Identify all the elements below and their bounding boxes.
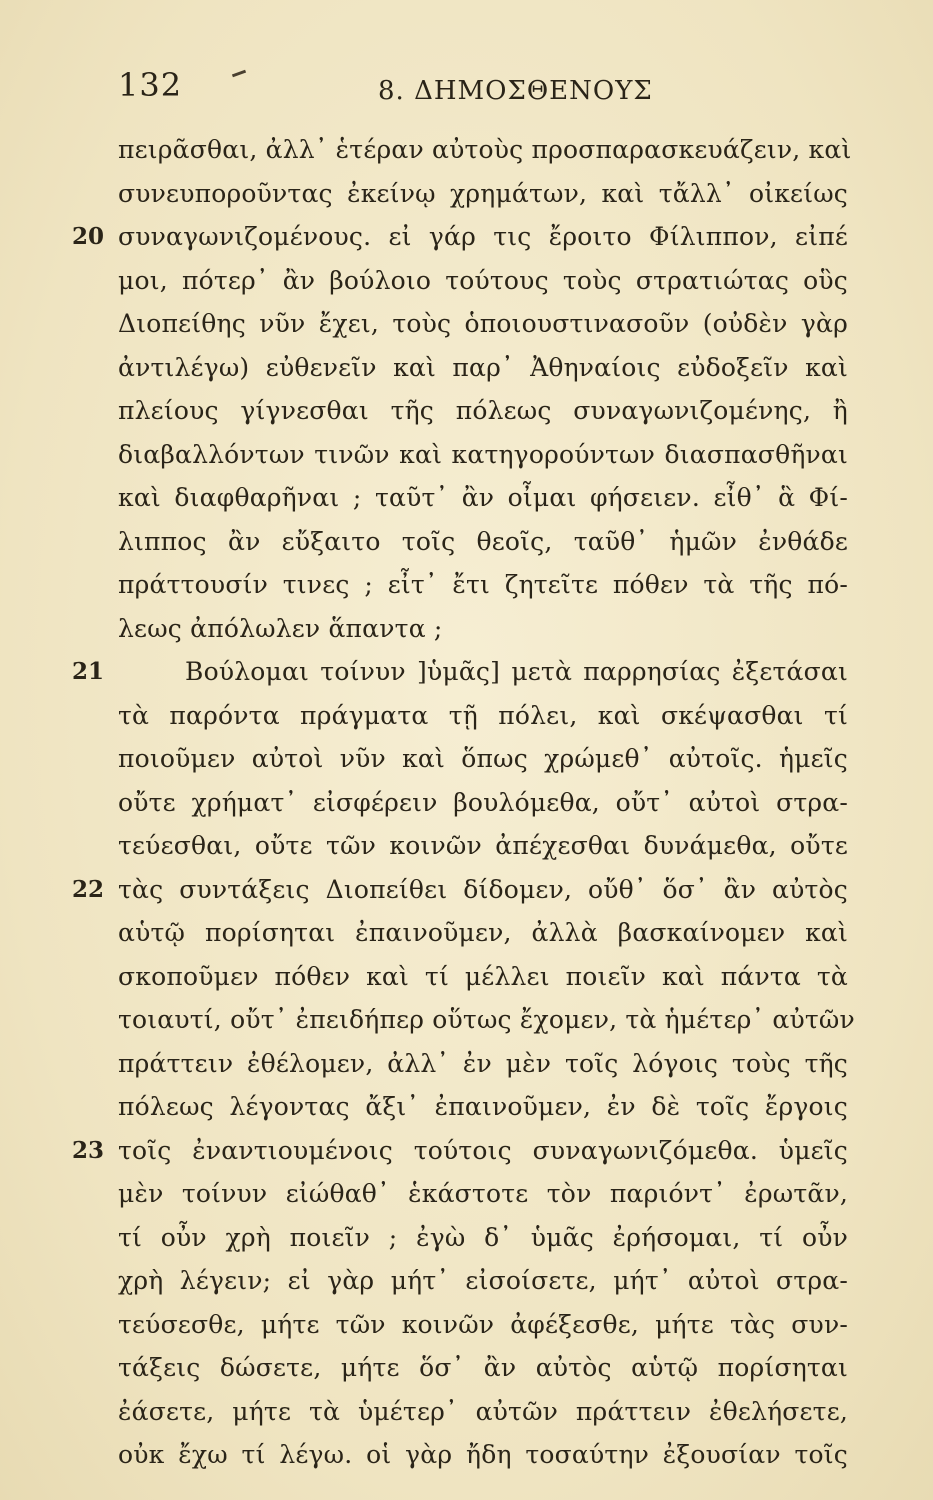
text-line — [0, 868, 933, 912]
text-line — [0, 346, 933, 390]
text-line — [0, 1433, 933, 1477]
body-text — [0, 128, 933, 1477]
header-mark — [232, 70, 246, 78]
line-text: ἐάσετε, μήτε τὰ ὑμέτερ᾽ αὐτῶν πράττειν ἐθελήσετε, — [118, 1396, 848, 1426]
line-text: τοιαυτί, οὔτ᾽ ἐπειδήπερ οὕτως ἔχομεν, τὰ ἡμέτερ᾽ αὐτῶν — [118, 1005, 855, 1034]
line-text: πράττουσίν τινες ; εἶτ᾽ ἔτι ζητεῖτε πόθεν τὰ τῆς πό- — [118, 570, 848, 599]
line-text: λιππος ἂν εὔξαιτο τοῖς θεοῖς, ταῦθ᾽ ἡμῶν ἐνθάδε — [118, 526, 848, 556]
page-header — [0, 62, 933, 112]
text-line — [0, 781, 933, 825]
line-text: οὔτε χρήματ᾽ εἰσφέρειν βουλόμεθα, οὔτ᾽ αὐτοὶ στρα- — [118, 787, 848, 817]
line-text: καὶ διαφθαρῆναι ; ταῦτ᾽ ἂν οἶμαι φήσειεν. εἶθ᾽ ἃ Φί- — [118, 483, 848, 512]
line-text: τοῖς ἐναντιουμένοις τούτοις συναγωνιζόμεθα. ὑμεῖς — [118, 1135, 848, 1165]
text-line — [0, 128, 933, 172]
line-text: οὐκ ἔχω τί λέγω. οἱ γὰρ ἤδη τοσαύτην ἐξουσίαν τοῖς — [118, 1440, 848, 1469]
text-line — [0, 1085, 933, 1129]
line-text: σκοποῦμεν πόθεν καὶ τί μέλλει ποιεῖν καὶ πάντα τὰ — [118, 961, 848, 991]
line-text: πόλεως λέγοντας ἄξι᾽ ἐπαινοῦμεν, ἐν δὲ τοῖς ἔργοις — [118, 1092, 848, 1121]
text-line — [0, 998, 933, 1042]
text-line — [0, 433, 933, 477]
line-text: Διοπείθης νῦν ἔχει, τοὺς ὁποιουστινασοῦν (οὐδὲν γὰρ — [118, 309, 848, 338]
text-line — [0, 1259, 933, 1303]
text-line — [0, 389, 933, 433]
text-line — [0, 650, 933, 694]
text-line — [0, 955, 933, 999]
line-text: ἀντιλέγω) εὐθενεῖν καὶ παρ᾽ Ἀθηναίοις εὐδοξεῖν καὶ — [118, 352, 848, 382]
line-text: Βούλομαι τοίνυν ]ὑμᾶς] μετὰ παρρησίας ἐξετάσαι — [185, 657, 848, 686]
section-number: 20 — [72, 223, 105, 250]
line-text: συνευποροῦντας ἐκείνῳ χρημάτων, καὶ τἄλλ᾽ οἰκείως — [118, 178, 848, 208]
line-text: τὰς συντάξεις Διοπείθει δίδομεν, οὔθ᾽ ὅσ᾽ ἂν αὐτὸς — [118, 874, 848, 904]
running-title: 8. ΔΗΜΟΣΘΕΝΟΥΣ — [378, 76, 653, 106]
line-text: διαβαλλόντων τινῶν καὶ κατηγορούντων διασπασθῆναι — [118, 439, 848, 469]
section-number: 22 — [72, 875, 105, 903]
text-line — [0, 911, 933, 955]
text-line — [0, 1346, 933, 1390]
line-text: χρὴ λέγειν; εἰ γὰρ μήτ᾽ εἰσοίσετε, μήτ᾽ αὐτοὶ στρα- — [118, 1266, 848, 1295]
text-line — [0, 1303, 933, 1347]
text-line — [0, 215, 933, 259]
line-text: πράττειν ἐθέλομεν, ἀλλ᾽ ἐν μὲν τοῖς λόγοις τοὺς τῆς — [118, 1048, 848, 1078]
text-line — [0, 563, 933, 607]
text-line — [0, 737, 933, 781]
line-text: μὲν τοίνυν εἰώθαθ᾽ ἑκάστοτε τὸν παριόντ᾽ ἐρωτᾶν, — [118, 1179, 848, 1208]
section-number: 21 — [72, 658, 105, 685]
text-line — [0, 694, 933, 738]
line-text: μοι, πότερ᾽ ἂν βούλοιο τούτους τοὺς στρατιώτας οὓς — [118, 265, 848, 295]
text-line — [0, 259, 933, 303]
text-line — [0, 476, 933, 520]
line-text: ποιοῦμεν αὐτοὶ νῦν καὶ ὅπως χρώμεθ᾽ αὐτοῖς. ἡμεῖς — [118, 744, 848, 773]
line-text: τεύσεσθε, μήτε τῶν κοινῶν ἀφέξεσθε, μήτε τὰς συν- — [118, 1309, 848, 1339]
text-line — [0, 302, 933, 346]
text-line — [0, 1042, 933, 1086]
line-text: λεως ἀπόλωλεν ἅπαντα ; — [118, 613, 443, 643]
text-line — [0, 1216, 933, 1260]
text-line — [0, 520, 933, 564]
section-number: 23 — [72, 1136, 105, 1164]
line-text: τί οὖν χρὴ ποιεῖν ; ἐγὼ δ᾽ ὑμᾶς ἐρήσομαι, τί οὖν — [118, 1222, 848, 1252]
page-number: 132 — [118, 66, 183, 104]
text-line — [0, 1390, 933, 1434]
line-text: πειρᾶσθαι, ἀλλ᾽ ἑτέραν αὐτοὺς προσπαρασκευάζειν, καὶ — [118, 135, 852, 164]
text-line — [0, 172, 933, 216]
text-line — [0, 824, 933, 868]
line-text: πλείους γίγνεσθαι τῆς πόλεως συναγωνιζομένης, ἢ — [118, 396, 848, 425]
line-text: αὑτῷ πορίσηται ἐπαινοῦμεν, ἀλλὰ βασκαίνομεν καὶ — [118, 918, 848, 947]
line-text: τὰ παρόντα πράγματα τῇ πόλει, καὶ σκέψασθαι τί — [118, 700, 848, 730]
text-line — [0, 607, 933, 651]
text-line — [0, 1172, 933, 1216]
line-text: συναγωνιζομένους. εἰ γάρ τις ἔροιτο Φίλιππον, εἰπέ — [118, 222, 848, 251]
text-line — [0, 1129, 933, 1173]
line-text: τάξεις δώσετε, μήτε ὅσ᾽ ἂν αὐτὸς αὑτῷ πορίσηται — [118, 1353, 848, 1382]
line-text: τεύεσθαι, οὔτε τῶν κοινῶν ἀπέχεσθαι δυνάμεθα, οὔτε — [118, 831, 848, 860]
